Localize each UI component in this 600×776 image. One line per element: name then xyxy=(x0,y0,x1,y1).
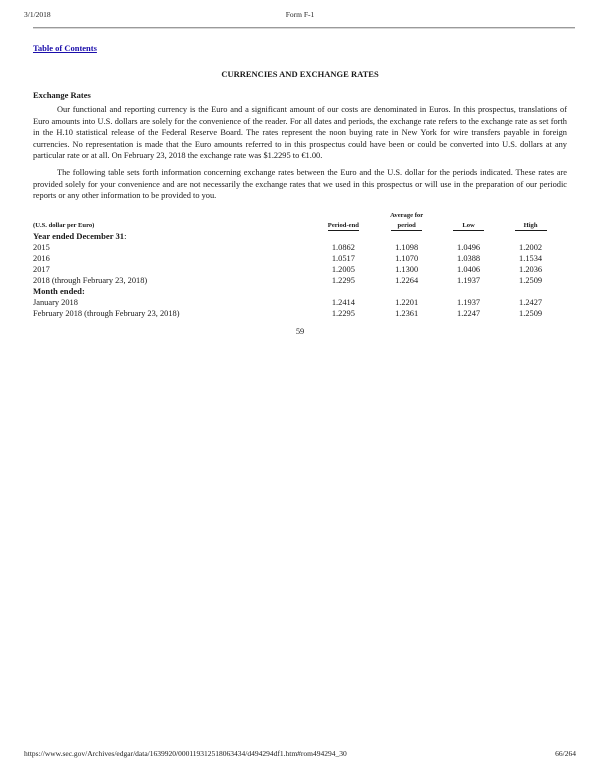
table-row: 2017 1.2005 1.1300 1.0406 1.2036 xyxy=(33,265,543,274)
table-row: January 2018 1.2414 1.2201 1.1937 1.2427 xyxy=(33,298,543,307)
print-url: https://www.sec.gov/Archives/edgar/data/1639920/000119312518063434/d494294df1.htm#rom494294_30 xyxy=(24,749,347,758)
table-of-contents-link[interactable]: Table of Contents xyxy=(33,43,97,53)
print-page-count: 66/264 xyxy=(555,749,576,758)
unit-label: (U.S. dollar per Euro) xyxy=(33,222,95,229)
print-document-title: Form F-1 xyxy=(285,10,315,19)
table-row: 2016 1.0517 1.1070 1.0388 1.1534 xyxy=(33,254,543,263)
subsection-title: Exchange Rates xyxy=(33,90,91,100)
table-description-paragraph: The following table sets forth information concerning exchange rates between the Euro and the U.S. dollar for the periods indicated. These rates are provided solely for your convenience and are not necessarily the exchange rates that we used in this prospectus or will use in the preparation of our periodic reports or any other information to be provided to you. xyxy=(33,168,567,201)
print-date: 3/1/2018 xyxy=(24,10,51,19)
header-divider xyxy=(33,27,575,29)
table-header-row xyxy=(33,212,567,231)
header-high: High xyxy=(503,212,558,231)
table-row: 2018 (through February 23, 2018) 1.2295 1.2264 1.1937 1.2509 xyxy=(33,276,543,285)
group-header-month: Month ended: xyxy=(33,286,85,296)
intro-paragraph: Our functional and reporting currency is the Euro and a significant amount of our costs are denominated in Euros. In this prospectus, translations of Euro amounts into U.S. dollars are solely for the convenience of the reader. For all dates and periods, the exchange rate refers to the exchange rate as set forth in the H.10 statistical release of the Federal Reserve Board. The rates represent the noon buying rate in New York for wire transfers payable in foreign currencies. No representation is made that the Euro amounts referred to in this prospectus could have been or could be converted into U.S. dollars at any particular rate or at all. On February 23, 2018 the exchange rate was $1.2295 to €1.00. xyxy=(33,105,567,161)
section-title: CURRENCIES AND EXCHANGE RATES xyxy=(221,69,379,79)
header-low: Low xyxy=(441,212,496,231)
group-header-year: Year ended December 31: xyxy=(33,231,127,241)
header-average: Average for period xyxy=(390,212,424,229)
exchange-rates-table xyxy=(33,212,567,319)
page-number: 59 xyxy=(295,327,305,336)
table-row: February 2018 (through February 23, 2018) 1.2295 1.2361 1.2247 1.2509 xyxy=(33,309,543,318)
header-period-end: Period-end xyxy=(327,222,359,229)
table-row: 2015 1.0862 1.1098 1.0496 1.2002 xyxy=(33,243,543,252)
print-header xyxy=(24,10,576,24)
